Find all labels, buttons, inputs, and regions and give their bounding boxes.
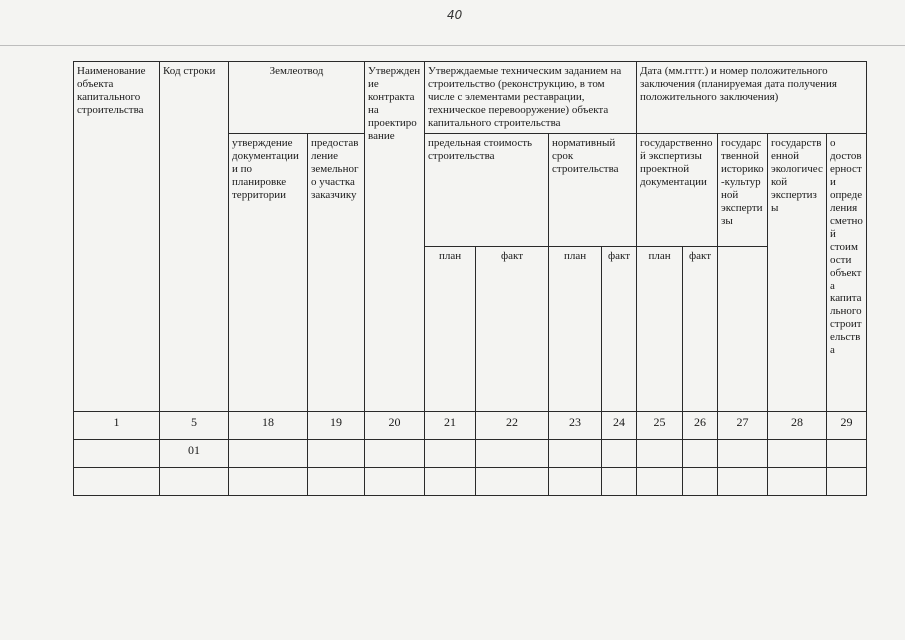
- header-fact: факт: [683, 246, 718, 411]
- table-cell[interactable]: [718, 467, 768, 495]
- column-number: 1: [74, 411, 160, 439]
- column-number: 19: [308, 411, 365, 439]
- header-max-cost: предельная стоимость строительства: [425, 133, 549, 246]
- header-fact: факт: [476, 246, 549, 411]
- header-row-code: Код строки: [160, 62, 229, 412]
- header-plan: план: [549, 246, 602, 411]
- top-rule: [0, 45, 905, 46]
- table-cell[interactable]: [476, 467, 549, 495]
- table-cell[interactable]: [827, 467, 867, 495]
- header-contract-approval: Утверждение контракта на проектирование: [365, 62, 425, 412]
- table-cell[interactable]: [683, 467, 718, 495]
- header-land-planning-approval: утверждение документации и по планировке территории: [229, 133, 308, 411]
- table-cell[interactable]: [718, 439, 768, 467]
- column-number: 25: [637, 411, 683, 439]
- header-ecological-expertise: государственной экологической экспертизы: [768, 133, 827, 411]
- header-approved-by-tz: Утверждаемые техническим заданием на строительство (реконструкцию, в том числе с элементами реставрации, техническое перевооружение) объекта капитального строительства: [425, 62, 637, 134]
- table-cell[interactable]: [425, 467, 476, 495]
- header-fact: факт: [602, 246, 637, 411]
- table-cell[interactable]: [602, 467, 637, 495]
- header-positive-conclusion: Дата (мм.гггг.) и номер положительного заключения (планируемая дата получения положительного заключения): [637, 62, 867, 134]
- column-number: 26: [683, 411, 718, 439]
- column-number: 28: [768, 411, 827, 439]
- table-cell[interactable]: [637, 439, 683, 467]
- table-cell[interactable]: [74, 467, 160, 495]
- table-cell[interactable]: [602, 439, 637, 467]
- column-number: 18: [229, 411, 308, 439]
- table-cell[interactable]: [683, 439, 718, 467]
- table-cell[interactable]: [425, 439, 476, 467]
- table-cell[interactable]: [476, 439, 549, 467]
- table-cell[interactable]: [549, 439, 602, 467]
- table-cell[interactable]: [308, 439, 365, 467]
- table-cell[interactable]: [827, 439, 867, 467]
- page-number: 40: [447, 8, 463, 22]
- table-cell[interactable]: [768, 467, 827, 495]
- table-cell[interactable]: [308, 467, 365, 495]
- table-cell[interactable]: [768, 439, 827, 467]
- header-plan: план: [425, 246, 476, 411]
- report-form-table: [73, 61, 867, 496]
- table-cell[interactable]: [549, 467, 602, 495]
- column-number: 27: [718, 411, 768, 439]
- header-normative-term: нормативный срок строительства: [549, 133, 637, 246]
- row-code-cell[interactable]: [160, 467, 229, 495]
- column-number: 20: [365, 411, 425, 439]
- table-cell[interactable]: [365, 467, 425, 495]
- column-number-row: [74, 411, 867, 439]
- column-number: 21: [425, 411, 476, 439]
- column-number: 24: [602, 411, 637, 439]
- table-cell[interactable]: [637, 467, 683, 495]
- column-number: 29: [827, 411, 867, 439]
- table-cell[interactable]: [229, 467, 308, 495]
- header-plan: план: [637, 246, 683, 411]
- table-cell[interactable]: [74, 439, 160, 467]
- column-number: 23: [549, 411, 602, 439]
- table-cell[interactable]: [229, 439, 308, 467]
- header-historical-expertise: государственной историко-культурной экспертизы: [718, 133, 768, 246]
- table-row: [74, 439, 867, 467]
- table-cell[interactable]: [365, 439, 425, 467]
- row-code-cell[interactable]: 01: [160, 439, 229, 467]
- column-number: 22: [476, 411, 549, 439]
- header-land-plot-provision: предоставление земельного участка заказчику: [308, 133, 365, 411]
- column-number: 5: [160, 411, 229, 439]
- header-land-allotment: Землеотвод: [229, 62, 365, 134]
- header-blank-cell: [718, 246, 768, 411]
- header-cost-reliability: о достоверности определения сметной стоимости объекта капитального строительства: [827, 133, 867, 411]
- table-row: [74, 467, 867, 495]
- header-object-name: Наименование объекта капитального строительства: [74, 62, 160, 412]
- header-state-expertise: государственной экспертизы проектной документации: [637, 133, 718, 246]
